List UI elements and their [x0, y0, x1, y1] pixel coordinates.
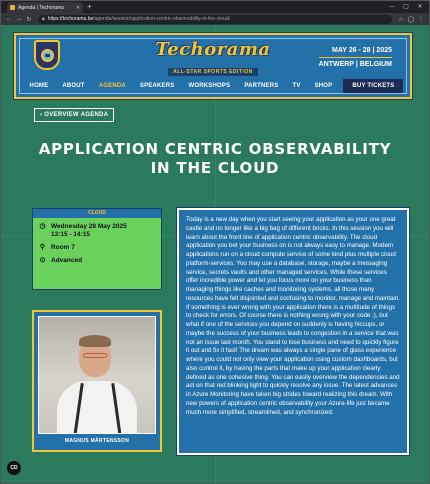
tab-close-icon[interactable]: ✕: [75, 4, 80, 11]
profile-icon[interactable]: ◯: [407, 16, 415, 23]
session-abstract: [177, 208, 409, 455]
level-icon: ⊙: [39, 257, 46, 264]
minimize-icon[interactable]: —: [389, 4, 395, 10]
tab-agenda[interactable]: [7, 2, 83, 13]
nav-agenda[interactable]: AGENDA: [98, 83, 126, 89]
track-badge: CLOUD: [33, 209, 161, 218]
room-text: Room 7: [51, 244, 75, 251]
address-bar: [1, 13, 429, 25]
photo-glasses: [83, 353, 107, 358]
favicon-icon: [10, 5, 15, 10]
session-level: [33, 257, 161, 265]
overview-agenda-button[interactable]: ‹ OVERVIEW AGENDA: [34, 108, 114, 122]
datetime-text: [51, 223, 127, 239]
nav-shop[interactable]: SHOP: [314, 83, 333, 89]
nav-home[interactable]: HOME: [29, 83, 49, 89]
speaker-name: MAGNUS MÅRTENSSON: [64, 438, 130, 444]
main-nav: [16, 79, 410, 93]
chat-widget-button[interactable]: CD: [7, 461, 21, 475]
web-page: [1, 25, 429, 484]
reload-icon[interactable]: ↻: [26, 16, 32, 23]
back-arrow-icon[interactable]: ←: [6, 16, 12, 22]
speaker-card[interactable]: [32, 310, 162, 452]
divider: [319, 57, 392, 58]
site-header: [14, 33, 412, 99]
abstract-text: Today is a new day when you start seeing your application as your one great castle and no longer like a big bag of different bricks. In this session you will learn about the front line of application centric observability. The cloud application you bet your business on is not always easy to manage. Modern applications run on a cloud compute service of some kind plus multiple cloud platform-services. You may use a database, storage, maybe a messaging service, secrets vaults and other managed services. While these services offer incredible power and let you focus more on your business than managing things like caches and monitoring systems, all those many resources have felt disjointed and confusing to monitor, manage and maintain. If something is ever wrong with your application there is a multitude of things to check for errors. Of course there is nothing wrong with your code :), but what if one of the services you depend on suddenly is having hiccups, or maybe the success of your business leads to congestion in a service that was not an issue last month. You stand to lose business and need to quickly figure it out and fix it fast! The dream was always a single pane of glass experience where you could not only view your application using custom dashboards, but also control it, by having the parts that make up your application clearly defined as one cohesive thing. You can easily overview the dependencies and act on that red blinking light to quickly resolve any issue. The latest advances in Azure Monitoring have taken big strides toward realizing this dream. With new powers of application centric observability your Azure-life just became much more simplified, streamlined, and synchronized.: [186, 216, 400, 416]
nav-partners[interactable]: PARTNERS: [244, 83, 279, 89]
nav-about[interactable]: ABOUT: [62, 83, 85, 89]
nav-speakers[interactable]: SPEAKERS: [139, 83, 175, 89]
pin-icon: ⚲: [39, 244, 46, 251]
event-info: [319, 46, 392, 69]
photo-hair: [79, 335, 111, 347]
maximize-icon[interactable]: ▢: [403, 4, 409, 10]
photo-shirt: [57, 381, 137, 434]
window-controls: [385, 1, 427, 13]
star-icon[interactable]: ☆: [398, 16, 404, 23]
nav-workshops[interactable]: WORKSHOPS: [188, 83, 231, 89]
nav-tv[interactable]: TV: [292, 83, 301, 89]
url-text: [48, 16, 230, 22]
buy-tickets-button[interactable]: BUY TICKETS: [343, 79, 403, 93]
level-text: Advanced: [51, 257, 83, 264]
url-input[interactable]: [38, 15, 392, 24]
url-host: https://techorama.be: [47, 16, 94, 22]
session-room: [33, 244, 161, 252]
brand-subtitle: ALL-STAR SPORTS EDITION: [168, 68, 258, 76]
session-info-card: [32, 208, 162, 290]
speaker-photo: [38, 316, 156, 434]
menu-icon[interactable]: ⋮: [418, 16, 424, 23]
event-dates: MAY 26 - 28 | 2025: [332, 47, 392, 54]
session-date: Wednesday 28 May 2025: [51, 223, 127, 230]
clock-icon: ◷: [39, 223, 46, 230]
toolbar-icons: [396, 16, 426, 23]
url-path: /agenda/session/application-centric-observability-in-the-cloud/: [93, 16, 231, 22]
tab-bar: [1, 1, 429, 13]
session-time: 13:15 - 14:15: [51, 231, 91, 238]
close-window-icon[interactable]: ✕: [417, 4, 423, 10]
tab-title: Agenda | Techorama: [18, 4, 64, 11]
forward-arrow-icon[interactable]: →: [16, 16, 22, 22]
session-datetime: [33, 223, 161, 239]
session-title: APPLICATION CENTRIC OBSERVABILITY IN THE CLOUD: [38, 140, 392, 177]
event-location: ANTWERP | BELGIUM: [318, 61, 392, 68]
brand-name: Techorama: [155, 39, 271, 60]
lock-icon[interactable]: 🔒︎: [42, 16, 45, 22]
new-tab-button[interactable]: +: [87, 2, 92, 11]
